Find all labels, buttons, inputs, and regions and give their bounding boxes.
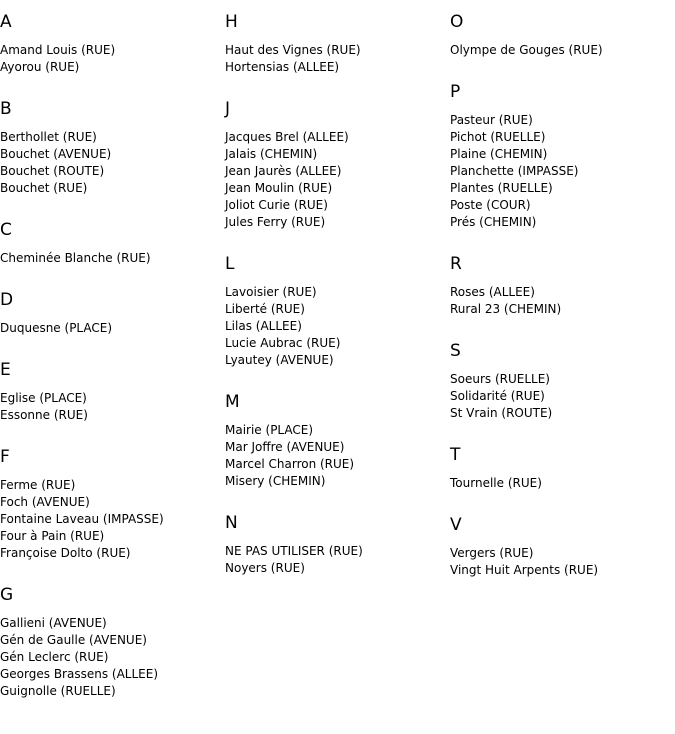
street-item[interactable]: Rural 23 (CHEMIN)	[450, 302, 562, 316]
street-item[interactable]: Prés (CHEMIN)	[450, 215, 537, 229]
street-item[interactable]: Mar Joffre (AVENUE)	[225, 440, 345, 454]
letter-group	[450, 12, 675, 59]
letter-group	[450, 445, 675, 492]
street-item[interactable]: Joliot Curie (RUE)	[225, 198, 328, 212]
street-item[interactable]: Gén Leclerc (RUE)	[0, 650, 109, 664]
street-item[interactable]: Françoise Dolto (RUE)	[0, 546, 131, 560]
street-item[interactable]: St Vrain (ROUTE)	[450, 406, 553, 420]
directory-column	[225, 12, 450, 577]
street-list	[0, 320, 225, 337]
letter-heading: T	[450, 445, 461, 465]
street-item[interactable]: Guignolle (RUELLE)	[0, 684, 116, 698]
letter-group	[225, 254, 450, 369]
letter-heading: J	[225, 99, 231, 119]
street-item[interactable]: Eglise (PLACE)	[0, 391, 87, 405]
street-list	[225, 284, 450, 369]
street-item[interactable]: Amand Louis (RUE)	[0, 43, 116, 57]
letter-heading: C	[0, 220, 12, 240]
letter-group	[450, 515, 675, 579]
letter-heading: E	[0, 360, 11, 380]
street-list	[0, 615, 225, 700]
street-list	[450, 545, 675, 579]
street-item[interactable]: Bouchet (ROUTE)	[0, 164, 105, 178]
letter-group	[0, 447, 225, 562]
letter-group	[0, 99, 225, 197]
street-list	[450, 112, 675, 231]
letter-group	[225, 12, 450, 76]
street-list	[225, 129, 450, 231]
street-item[interactable]: Gén de Gaulle (AVENUE)	[0, 633, 147, 647]
street-item[interactable]: Poste (COUR)	[450, 198, 531, 212]
letter-group	[0, 220, 225, 267]
letter-heading: R	[450, 254, 462, 274]
street-item[interactable]: Bouchet (AVENUE)	[0, 147, 112, 161]
letter-group	[450, 254, 675, 318]
street-list	[225, 42, 450, 76]
street-item[interactable]: Fontaine Laveau (IMPASSE)	[0, 512, 164, 526]
street-item[interactable]: Misery (CHEMIN)	[225, 474, 326, 488]
street-item[interactable]: Tournelle (RUE)	[450, 476, 542, 490]
street-item[interactable]: Lyautey (AVENUE)	[225, 353, 334, 367]
street-item[interactable]: Mairie (PLACE)	[225, 423, 314, 437]
letter-group	[225, 392, 450, 490]
street-item[interactable]: Duquesne (PLACE)	[0, 321, 113, 335]
street-item[interactable]: Ayorou (RUE)	[0, 60, 80, 74]
letter-heading: A	[0, 12, 12, 32]
street-item[interactable]: Vergers (RUE)	[450, 546, 534, 560]
letter-group	[450, 82, 675, 231]
letter-group	[0, 290, 225, 337]
street-item[interactable]: Olympe de Gouges (RUE)	[450, 43, 603, 57]
street-item[interactable]: Hortensias (ALLEE)	[225, 60, 340, 74]
street-list	[0, 129, 225, 197]
letter-heading: B	[0, 99, 12, 119]
street-item[interactable]: Plantes (RUELLE)	[450, 181, 553, 195]
letter-group	[0, 585, 225, 700]
street-item[interactable]: Plaine (CHEMIN)	[450, 147, 548, 161]
street-item[interactable]: Georges Brassens (ALLEE)	[0, 667, 158, 681]
letter-group	[450, 341, 675, 422]
letter-heading: V	[450, 515, 462, 535]
street-list	[0, 250, 225, 267]
street-list	[0, 477, 225, 562]
street-list	[450, 475, 675, 492]
street-item[interactable]: Pichot (RUELLE)	[450, 130, 546, 144]
street-item[interactable]: Jules Ferry (RUE)	[225, 215, 326, 229]
street-list	[450, 42, 675, 59]
letter-heading: M	[225, 392, 240, 412]
letter-heading: O	[450, 12, 464, 32]
street-item[interactable]: Pasteur (RUE)	[450, 113, 533, 127]
street-item[interactable]: Planchette (IMPASSE)	[450, 164, 579, 178]
letter-heading: G	[0, 585, 14, 605]
street-item[interactable]: Soeurs (RUELLE)	[450, 372, 550, 386]
street-item[interactable]: Lavoisier (RUE)	[225, 285, 317, 299]
street-item[interactable]: Marcel Charron (RUE)	[225, 457, 355, 471]
letter-heading: P	[450, 82, 461, 102]
letter-heading: S	[450, 341, 461, 361]
street-item[interactable]: Jalais (CHEMIN)	[225, 147, 318, 161]
street-item[interactable]: Jacques Brel (ALLEE)	[225, 130, 349, 144]
street-list	[450, 371, 675, 422]
letter-heading: F	[0, 447, 10, 467]
street-list	[450, 284, 675, 318]
street-item[interactable]: Foch (AVENUE)	[0, 495, 90, 509]
street-list	[0, 42, 225, 76]
letter-heading: H	[225, 12, 238, 32]
street-item[interactable]: Jean Jaurès (ALLEE)	[225, 164, 342, 178]
letter-group	[0, 12, 225, 76]
street-list	[0, 390, 225, 424]
street-item[interactable]: Gallieni (AVENUE)	[0, 616, 107, 630]
street-item[interactable]: Lilas (ALLEE)	[225, 319, 302, 333]
street-item[interactable]: Jean Moulin (RUE)	[225, 181, 333, 195]
letter-group	[225, 513, 450, 577]
street-list	[225, 422, 450, 490]
street-item[interactable]: Vingt Huit Arpents (RUE)	[450, 563, 599, 577]
street-item[interactable]: Berthollet (RUE)	[0, 130, 97, 144]
street-item[interactable]: Noyers (RUE)	[225, 561, 305, 575]
letter-heading: L	[225, 254, 235, 274]
directory-column	[450, 12, 675, 579]
street-item[interactable]: Essonne (RUE)	[0, 408, 88, 422]
street-item[interactable]: Four à Pain (RUE)	[0, 529, 105, 543]
letter-heading: D	[0, 290, 14, 310]
street-list	[225, 543, 450, 577]
letter-group	[225, 99, 450, 231]
street-item[interactable]: Cheminée Blanche (RUE)	[0, 251, 151, 265]
street-item[interactable]: Solidarité (RUE)	[450, 389, 545, 403]
letter-heading: N	[225, 513, 238, 533]
directory-column	[0, 12, 225, 700]
letter-group	[0, 360, 225, 424]
street-item[interactable]: Ferme (RUE)	[0, 478, 76, 492]
street-item[interactable]: Bouchet (RUE)	[0, 181, 88, 195]
street-item[interactable]: Lucie Aubrac (RUE)	[225, 336, 341, 350]
street-item[interactable]: Liberté (RUE)	[225, 302, 305, 316]
street-item[interactable]: Roses (ALLEE)	[450, 285, 535, 299]
street-item[interactable]: NE PAS UTILISER (RUE)	[225, 544, 363, 558]
street-item[interactable]: Haut des Vignes (RUE)	[225, 43, 361, 57]
